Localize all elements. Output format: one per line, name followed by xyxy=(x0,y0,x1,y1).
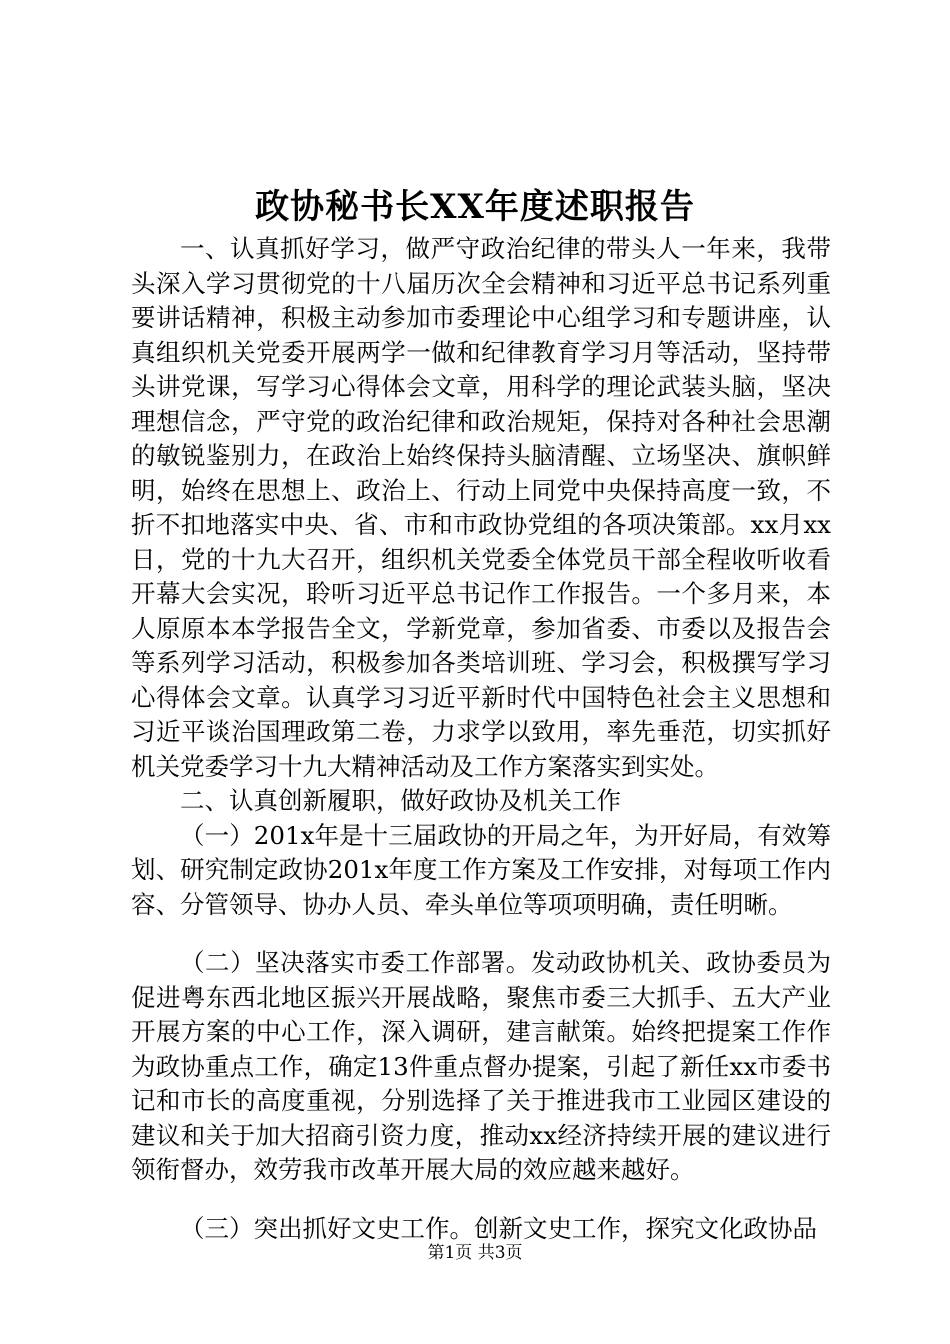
document-body xyxy=(131,232,831,1246)
paragraph-item-one: （一）201x年是十三届政协的开局之年，为开好局，有效筹划、研究制定政协201x年度工作方案及工作安排，对每项工作内容、分管领导、协办人员、牵头单位等项项明确，责任明晰。 xyxy=(131,820,831,919)
paragraph-study: 一、认真抓好学习，做严守政治纪律的带头人一年来，我带头深入学习贯彻党的十八届历次全会精神和习近平总书记系列重要讲话精神，积极主动参加市委理论中心组学习和专题讲座，认真组织机关党委开展两学一做和纪律教育学习月等活动，坚持带头讲党课，写学习心得体会文章，用科学的理论武装头脑，坚决理想信念，严守党的政治纪律和政治规矩，保持对各种社会思潮的敏锐鉴别力，在政治上始终保持头脑清醒、立场坚决、旗帜鲜明，始终在思想上、政治上、行动上同党中央保持高度一致，不折不扣地落实中央、省、市和市政协党组的各项决策部。xx月xx日，党的十九大召开，组织机关党委全体党员干部全程收听收看开幕大会实况，聆听习近平总书记作工作报告。一个多月来，本人原原本本学报告全文，学新党章，参加省委、市委以及报告会等系列学习活动，积极参加各类培训班、学习会，积极撰写学习心得体会文章。认真学习习近平新时代中国特色社会主义思想和习近平谈治国理政第二卷，力求学以致用，率先垂范，切实抓好机关党委学习十九大精神活动及工作方案落实到实处。 xyxy=(131,234,831,781)
page-number: 第1页 共3页 xyxy=(427,1243,523,1263)
paragraph-item-three: （三）突出抓好文史工作。创新文史工作，探究文化政协品 xyxy=(180,1213,817,1243)
paragraph-section-two-heading: 二、认真创新履职，做好政协及机关工作 xyxy=(180,786,621,815)
document-title: 政协秘书长XX年度述职报告 xyxy=(255,187,695,227)
paragraph-item-two: （二）坚决落实市委工作部署。发动政协机关、政协委员为促进粤东西北地区振兴开展战略，聚焦市委三大抓手、五大产业开展方案的中心工作，深入调研，建言献策。始终把提案工作作为政协重点工作，确定13件重点督办提案，引起了新任xx市委书记和市长的高度重视，分别选择了关于推进我市工业园区建设的建议和关于加大招商引资力度，推动xx经济持续开展的建议进行领衔督办，效劳我市改革开展大局的效应越来越好。 xyxy=(131,948,831,1184)
